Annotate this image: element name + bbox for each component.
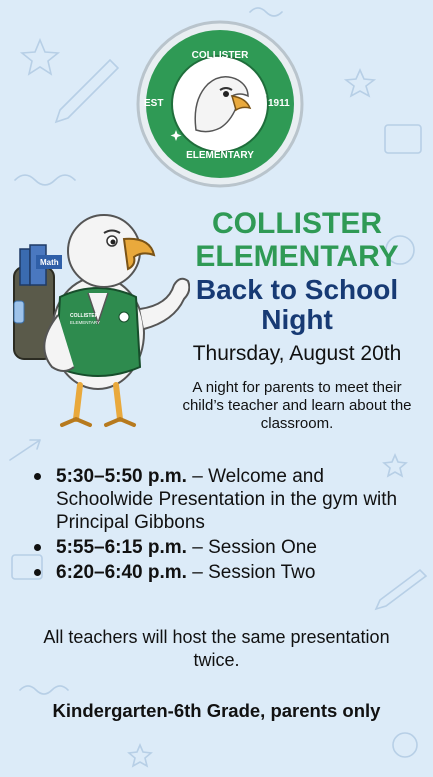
schedule-time: 5:30–5:50 p.m. [56, 466, 187, 487]
schedule-list [30, 465, 410, 586]
schedule-item [30, 465, 410, 534]
ring-doodle [393, 733, 417, 757]
teacher-note: All teachers will host the same presentation twice. [43, 627, 390, 670]
schedule-text: – Welcome and Schoolwide Presentation in the gym with Principal Gibbons [56, 466, 398, 533]
event-description: A night for parents to meet their child’s teacher and learn about the classroom. [182, 379, 412, 432]
star-doodle [129, 745, 151, 766]
arrow-doodle [10, 440, 40, 460]
book-doodle [385, 125, 421, 153]
schedule-text: – Session Two [186, 562, 316, 583]
event-name: Back to School Night [195, 274, 399, 335]
star-doodle [22, 40, 58, 74]
schedule-item [30, 536, 410, 559]
svg-text:COLLISTER: COLLISTER [70, 313, 99, 319]
schedule-time: 6:20–6:40 p.m. [56, 562, 187, 583]
schedule-text: – Session One [186, 537, 317, 558]
event-date: Thursday, August 20th [192, 342, 402, 365]
squiggle-doodle [15, 175, 75, 185]
svg-text:ELEMENTARY: ELEMENTARY [70, 320, 101, 325]
pencil-doodle [56, 60, 118, 122]
seal-est: EST [144, 98, 164, 109]
school-name: COLLISTER ELEMENTARY [195, 207, 399, 273]
school-seal [136, 20, 304, 188]
seal-bottom-text: ELEMENTARY [186, 150, 254, 161]
grade-audience: Kindergarten-6th Grade, parents only [52, 700, 381, 721]
seal-year: 1911 [268, 98, 290, 109]
book-label: Math [40, 258, 59, 267]
squiggle-doodle [20, 686, 68, 694]
schedule-time: 5:55–6:15 p.m. [56, 537, 187, 558]
star-doodle [346, 70, 374, 96]
squiggle-doodle [250, 8, 282, 16]
seal-top-text: COLLISTER [191, 50, 249, 61]
schedule-item [30, 561, 410, 584]
eagle-mascot [8, 205, 190, 437]
title-block [172, 207, 422, 433]
